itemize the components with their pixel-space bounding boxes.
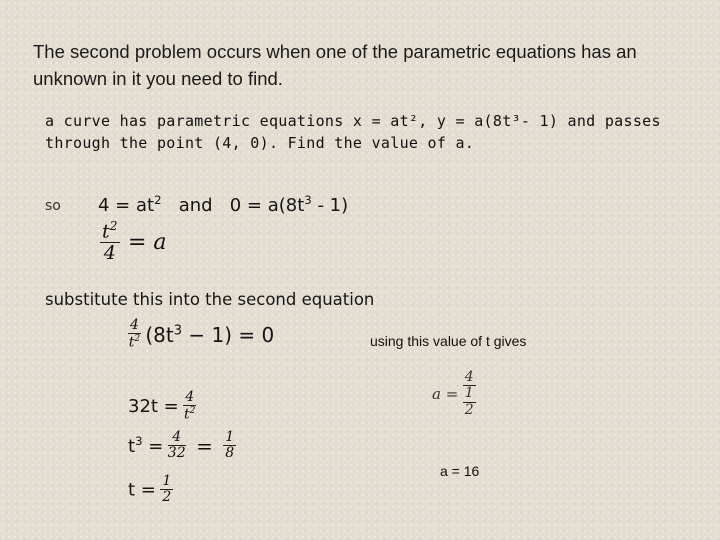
eq1-left-exp: 2 [154,193,162,207]
step2-lhs: t [128,436,136,458]
step2-lhs-exp: 3 [135,434,143,449]
a-fraction-equation [432,370,476,418]
step2-fraction-1 [168,430,186,462]
step-32t [128,390,196,423]
sub-body-exp: 3 [173,323,183,339]
eq1-right-end: - 1) [311,195,349,216]
sub-fraction [128,318,141,351]
a-complex-fraction [463,370,476,418]
step1-den: t [183,407,190,424]
step2-eq: = [148,436,164,458]
step1-lhs: 32t = [128,396,179,418]
a-inner-fraction [463,386,476,418]
so-label: so [45,198,61,214]
slide-title: The second problem occurs when one of the parametric equations has an unknown in it you need to find. [33,41,637,89]
eq1-right: 0 = a(8t [229,195,305,216]
sub-num: 4 [130,317,139,333]
answer-a-16: a = 16 [440,463,480,479]
step2-num1: 4 [168,430,186,446]
t2-den: 4 [103,242,116,265]
step2-den2: 8 [225,445,235,462]
step-t-half [128,474,173,506]
t2-over-4-equation [100,220,167,264]
step1-den-exp: 2 [189,406,196,417]
sub-den-exp: 2 [134,334,141,345]
problem-statement: a curve has parametric equations x = at², y = a(8t³- 1) and passes through the point (4, 0). Find the value of a. [45,112,661,152]
sub-body: (8t [145,322,174,347]
substitute-instruction: substitute this into the second equation [45,290,375,309]
a-inner-den: 2 [464,401,474,418]
step2-eq2: = [196,433,213,458]
t2-over-4-fraction [100,220,120,264]
step3-num: 1 [162,473,172,489]
sub-den: t [128,335,135,352]
a-lhs: a = [432,385,459,404]
a-num: 4 [464,369,474,385]
step3-fraction [160,474,173,506]
t2-num: t [102,220,110,243]
eq1-and: and [178,195,213,216]
step2-den1: 32 [167,445,186,462]
equation-pair [98,193,348,216]
step3-lhs: t = [128,479,156,501]
a-inner-num: 1 [464,385,474,402]
t2-rhs: = a [127,229,167,255]
substituted-equation [128,318,274,351]
step1-num: 4 [185,389,195,405]
step1-fraction [183,390,196,423]
using-value-label: using this value of t gives [370,333,527,349]
sub-tail: − 1) = 0 [182,322,275,347]
step-t-cubed [128,430,236,462]
step3-den: 2 [162,489,172,506]
step2-num2: 1 [225,429,235,445]
eq1-left: 4 = at [98,195,155,216]
eq1-right-exp: 3 [304,193,312,207]
t2-num-exp: 2 [109,219,118,233]
step2-fraction-2 [223,430,236,462]
